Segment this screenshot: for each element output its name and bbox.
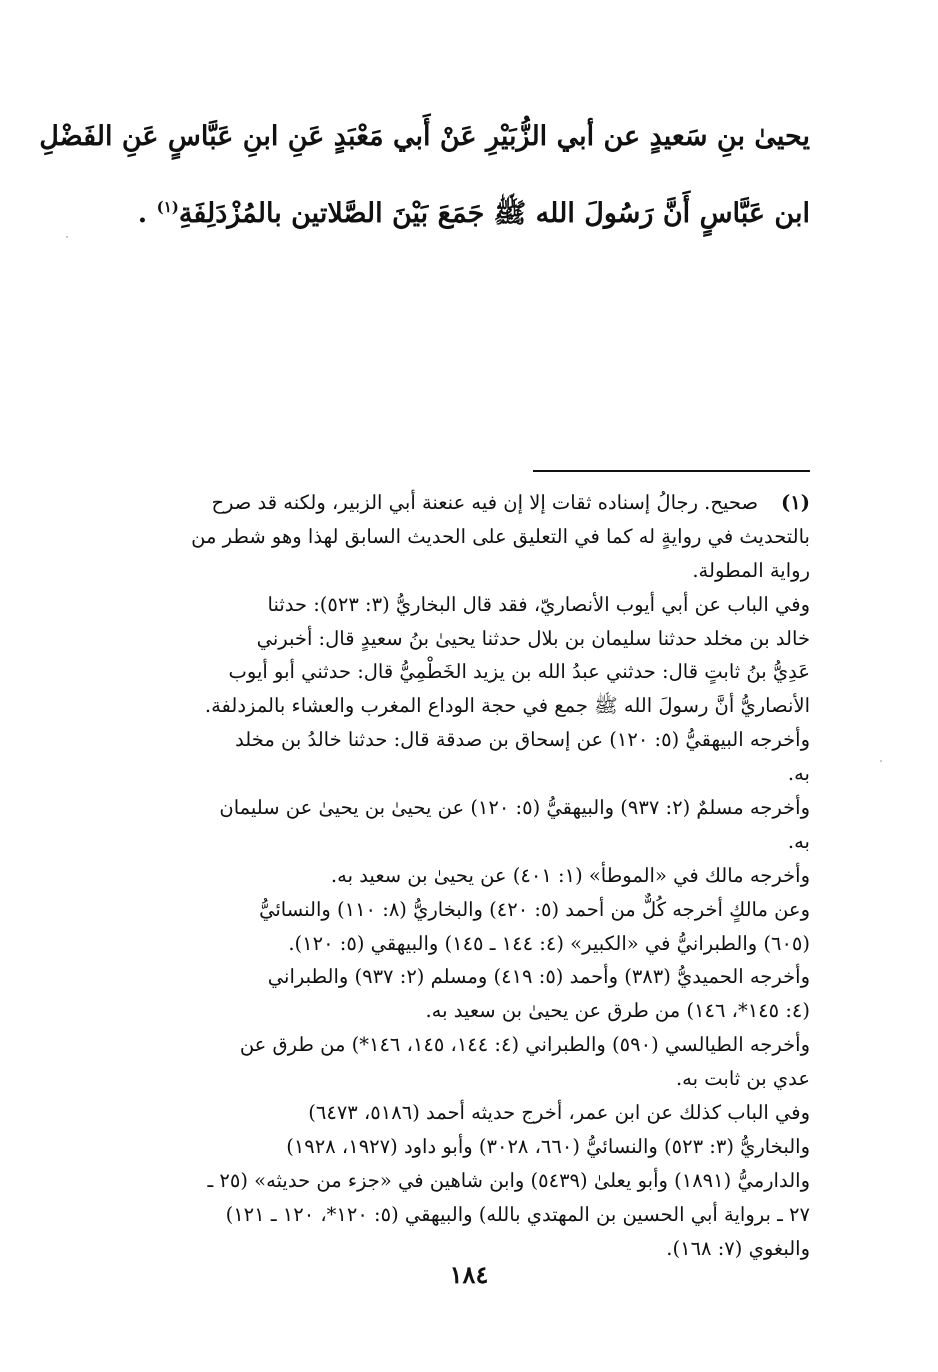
footnotes-section: [130, 486, 810, 1265]
footnote-line: [130, 893, 810, 927]
footnote-line: [130, 689, 810, 723]
footnote-text: وعن مالكٍ أخرجه كُلٌّ من أحمد (٥: ٤٢٠) والبخاريُّ (٨: ١١٠) والنسائيُّ: [259, 897, 810, 921]
main-text-line-1-content: يحيىٰ بنِ سَعيدٍ عن أبي الزُّبَيْرِ عَنْ أَبي مَعْبَدٍ عَنِ ابنِ عَبَّاسٍ عَنِ الفَضْلِ: [39, 121, 810, 152]
footnote-text: رواية المطولة.: [692, 558, 810, 582]
footnote-line: [130, 655, 810, 689]
main-text-line-2-content: ابن عَبَّاسٍ أَنَّ رَسُولَ الله ﷺ جَمَعَ بَيْنَ الصَّلاتين بالمُزْدَلِفَةِ: [178, 198, 810, 229]
footnote-text: الأنصاريُّ أنَّ رسولَ الله ﷺ جمع في حجة الوداع المغرب والعشاء بالمزدلفة.: [204, 694, 810, 718]
footnote-text: والدارميُّ (١٨٩١) وأبو يعلىٰ (٥٤٣٩) وابن شاهين في «جزء من حديثه» (٢٥ ـ: [207, 1168, 810, 1192]
footnote-text: بالتحديث في روايةٍ له كما في التعليق على الحديث السابق لهذا وهو شطر من: [191, 524, 810, 548]
scan-speck: [880, 760, 882, 762]
footnote-text: وفي الباب كذلك عن ابن عمر، أخرج حديثه أحمد (٥١٨٦، ٦٤٧٣): [308, 1101, 810, 1125]
main-text-line-2: [110, 182, 810, 252]
footnote-line: [130, 1130, 810, 1164]
footnote-line: [130, 723, 810, 757]
footnote-line: [130, 791, 810, 825]
footnote-text: وأخرجه مسلمٌ (٢: ٩٣٧) والبيهقيُّ (٥: ١٢٠) عن يحيىٰ بن يحيىٰ عن سليمان: [219, 796, 810, 820]
footnote-line: [130, 554, 810, 588]
footnote-text: وفي الباب عن أبي أيوب الأنصاريّ، فقد قال البخاريُّ (٣: ٥٢٣): حدثنا: [267, 592, 810, 616]
footnote-text: خالد بن مخلد حدثنا سليمان بن بلال حدثنا يحيىٰ بنُ سعيدٍ قال: أخبرني: [256, 626, 810, 650]
main-text-end-mark: .: [137, 198, 148, 229]
footnote-line: [130, 486, 810, 520]
footnote-text: وأخرجه الطيالسي (٥٩٠) والطبراني (٤: ١٤٤، ١٤٥، ١٤٦*) من طرق عن: [239, 1033, 810, 1057]
footnote-text: به.: [787, 762, 810, 786]
footnote-line: [130, 994, 810, 1028]
footnote-text: صحيح. رجالُ إسناده ثقات إلا إن فيه عنعنة أبي الزبير، ولكنه قد صرح: [211, 491, 758, 514]
footnote-line: [130, 960, 810, 994]
footnote-line: [130, 1028, 810, 1062]
footnote-text: وأخرجه البيهقيُّ (٥: ١٢٠) عن إسحاق بن صدقة قال: حدثنا خالدُ بن مخلد: [235, 728, 810, 752]
footnote-text: وأخرجه مالك في «الموطأ» (١: ٤٠١) عن يحيىٰ بن سعيد به.: [330, 863, 810, 887]
footnote-text: والبغوي (٧: ١٦٨).: [666, 1236, 810, 1260]
footnote-text: عدي بن ثابت به.: [675, 1067, 810, 1091]
footnote-text: ٢٧ ـ برواية أبي الحسين بن المهتدي بالله) والبيهقي (٥: ١٢٠*، ١٢٠ ـ ١٢١): [225, 1202, 810, 1226]
footnote-line: [130, 520, 810, 554]
footnote-line: [130, 825, 810, 859]
footnote-text: به.: [787, 829, 810, 853]
page-number: ١٨٤: [449, 1260, 489, 1289]
main-hadith-text: [39, 112, 810, 252]
footnote-line: [130, 588, 810, 622]
footnote-separator: [533, 470, 810, 472]
footnote-text: عَدِيُّ بنُ ثابتٍ قال: حدثني عبدُ الله بن يزيد الخَطْمِيُّ قال: حدثني أبو أيوب: [228, 660, 810, 684]
footnote-line: [130, 1096, 810, 1130]
footnote-text: والبخاريُّ (٣: ٥٢٣) والنسائيُّ (٦٦٠، ٣٠٢٨) وأبو داود (١٩٢٧، ١٩٢٨): [286, 1134, 810, 1158]
footnote-text: وأخرجه الحميديُّ (٣٨٣) وأحمد (٥: ٤١٩) ومسلم (٢: ٩٣٧) والطبراني: [267, 965, 810, 989]
footnote-line: [130, 1062, 810, 1096]
footnote-text: (٦٠٥) والطبرانيُّ في «الكبير» (٤: ١٤٤ ـ ١٤٥) والبيهقي (٥: ١٢٠).: [288, 931, 810, 955]
footnote-line: [130, 1164, 810, 1198]
footnote-reference[interactable]: (١): [156, 198, 179, 216]
footnote-line: [130, 757, 810, 791]
footnote-text: (٤: ١٤٥*، ١٤٦) من طرق عن يحيىٰ بن سعيد به.: [425, 999, 810, 1023]
footnote-number: (١): [781, 491, 810, 514]
footnote-line: [130, 622, 810, 656]
footnote-line: [130, 927, 810, 961]
scan-speck: [66, 236, 68, 238]
footnote-line: [130, 859, 810, 893]
main-text-line-1: [39, 112, 810, 182]
footnote-line: [130, 1198, 810, 1232]
